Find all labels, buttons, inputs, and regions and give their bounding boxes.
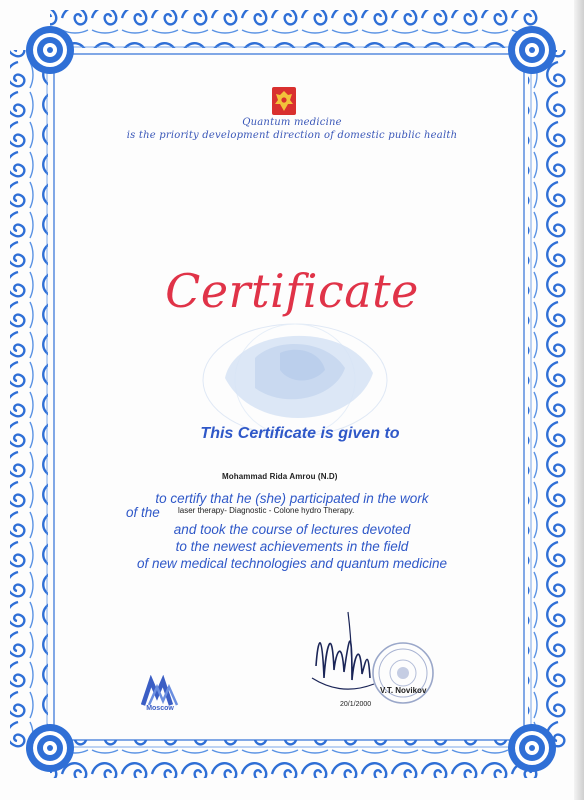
body-line-1: to certify that he (she) participated in the work <box>155 491 429 506</box>
recipient-name: Mohammad Rida Amrou (N.D) <box>222 472 338 481</box>
signature-icon <box>308 608 378 703</box>
body-line-5: of new medical technologies and quantum medicine <box>137 556 447 571</box>
body-line-4: to the newest achievements in the field <box>175 539 409 554</box>
coat-of-arms-icon <box>271 86 297 116</box>
body-of-the: of the <box>126 505 160 520</box>
given-to-heading: This Certificate is given to <box>200 425 400 442</box>
globe-watermark-icon <box>195 318 395 438</box>
motto-line-1: Quantum medicine <box>242 117 342 128</box>
motto-line-2: is the priority development direction of domestic public health <box>126 130 458 141</box>
logo-city: Moscow <box>146 705 174 712</box>
signer-name: V.T. Novikov <box>380 686 427 695</box>
seal-stamp-icon <box>370 640 436 706</box>
body-line-3: and took the course of lectures devoted <box>173 522 411 537</box>
course-name: laser therapy- Diagnostic - Colone hydro Therapy. <box>178 506 355 515</box>
issue-date: 20/1/2000 <box>340 701 372 708</box>
certificate-title: Certificate <box>165 264 419 318</box>
